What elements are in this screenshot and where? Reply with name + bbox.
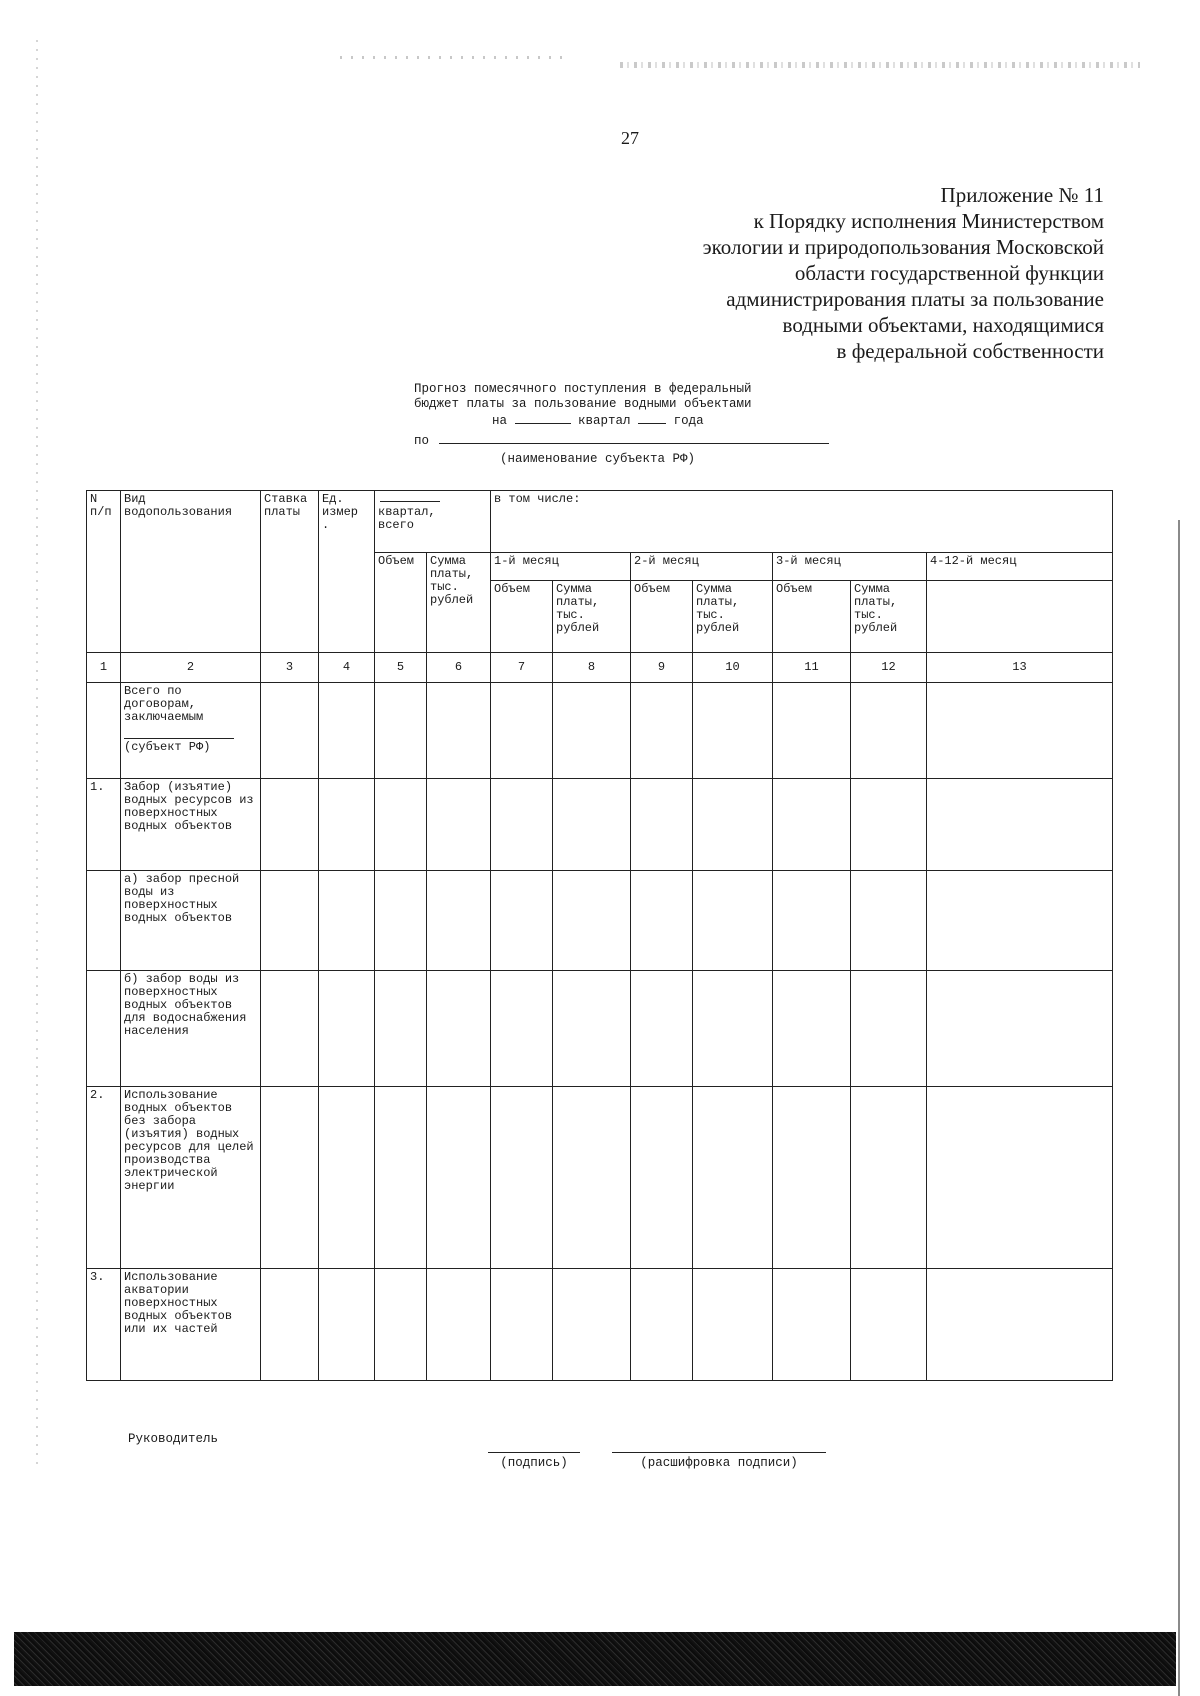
- scan-artifact-bottom-band: [14, 1632, 1176, 1686]
- header-kind: Вид водопользования: [121, 491, 261, 653]
- data-cell[interactable]: [553, 1087, 631, 1269]
- table-row: [87, 971, 1113, 1087]
- data-cell[interactable]: [927, 779, 1113, 871]
- header-month-3-volume: Объем: [773, 581, 851, 653]
- header-num: N п/п: [87, 491, 121, 653]
- data-cell[interactable]: [851, 871, 927, 971]
- data-cell[interactable]: [773, 1269, 851, 1381]
- column-number: 5: [375, 653, 427, 683]
- data-cell[interactable]: [427, 871, 491, 971]
- row-kind: б) забор воды из поверхностных водных объектов для водоснабжения населения: [121, 971, 261, 1087]
- data-cell[interactable]: [319, 871, 375, 971]
- signature-decoding-line: [612, 1452, 826, 1453]
- header-months-4-12: 4-12-й месяц: [927, 553, 1113, 581]
- table-row: [87, 683, 1113, 779]
- header-month-2: 2-й месяц: [631, 553, 773, 581]
- data-cell[interactable]: [693, 871, 773, 971]
- data-cell[interactable]: [631, 1087, 693, 1269]
- data-cell[interactable]: [773, 1087, 851, 1269]
- header-sum: Сумма платы, тыс. рублей: [427, 553, 491, 653]
- table-row: [87, 779, 1113, 871]
- form-period-line: [492, 412, 844, 429]
- header-including: в том числе:: [491, 491, 1113, 553]
- header-quarter-total-label: квартал, всего: [378, 505, 436, 532]
- data-cell[interactable]: [927, 871, 1113, 971]
- data-cell[interactable]: [851, 1269, 927, 1381]
- column-number: 1: [87, 653, 121, 683]
- appendix-line: в федеральной собственности: [836, 339, 1104, 363]
- data-cell[interactable]: [553, 971, 631, 1087]
- data-cell[interactable]: [553, 683, 631, 779]
- form-title-line: Прогноз помесячного поступления в федеральный: [414, 382, 752, 396]
- scan-artifact-top-left: [340, 56, 570, 59]
- forecast-table: [86, 490, 1113, 1381]
- data-cell[interactable]: [375, 1087, 427, 1269]
- row-num: [87, 683, 121, 779]
- data-cell[interactable]: [693, 1087, 773, 1269]
- data-cell[interactable]: [261, 971, 319, 1087]
- data-cell[interactable]: [261, 1269, 319, 1381]
- data-cell[interactable]: [319, 971, 375, 1087]
- header-months-4-12-empty: [927, 581, 1113, 653]
- po-label: по: [414, 434, 430, 448]
- data-cell[interactable]: [491, 1269, 553, 1381]
- data-cell[interactable]: [427, 971, 491, 1087]
- form-title-line: бюджет платы за пользование водными объектами: [414, 397, 752, 411]
- table-row: [87, 1269, 1113, 1381]
- scan-artifact-left-edge: [36, 40, 38, 1470]
- data-cell[interactable]: [261, 871, 319, 971]
- appendix-line: водными объектами, находящимися: [782, 313, 1104, 337]
- data-cell[interactable]: [491, 971, 553, 1087]
- scan-artifact-right-edge: [1178, 520, 1180, 1696]
- year-label: года: [673, 414, 704, 428]
- column-number: 6: [427, 653, 491, 683]
- appendix-line: к Порядку исполнения Министерством: [753, 209, 1104, 233]
- row-kind-subtext: (субъект РФ): [124, 740, 211, 754]
- column-number: 8: [553, 653, 631, 683]
- on-label: на: [492, 414, 508, 428]
- row-num: [87, 971, 121, 1087]
- data-cell[interactable]: [319, 779, 375, 871]
- data-cell[interactable]: [851, 1087, 927, 1269]
- row-num: 2.: [87, 1087, 121, 1269]
- year-blank: [638, 412, 666, 424]
- subject-blank: [439, 432, 829, 444]
- row-kind: Использование водных объектов без забора (изъятия) водных ресурсов для целей производства электрической энергии: [121, 1087, 261, 1269]
- data-cell[interactable]: [773, 971, 851, 1087]
- appendix-line: администрирования платы за пользование: [726, 287, 1104, 311]
- column-number: 7: [491, 653, 553, 683]
- data-cell[interactable]: [773, 871, 851, 971]
- data-cell[interactable]: [553, 871, 631, 971]
- row-kind: а) забор пресной воды из поверхностных водных объектов: [121, 871, 261, 971]
- data-cell[interactable]: [491, 683, 553, 779]
- quarter-blank: [515, 412, 571, 424]
- data-cell[interactable]: [693, 1269, 773, 1381]
- header-month-3: 3-й месяц: [773, 553, 927, 581]
- data-cell[interactable]: [319, 1087, 375, 1269]
- data-cell[interactable]: [851, 971, 927, 1087]
- data-cell[interactable]: [375, 971, 427, 1087]
- row-kind-text: Всего по договорам, заключаемым: [124, 684, 204, 724]
- header-month-1: 1-й месяц: [491, 553, 631, 581]
- data-cell[interactable]: [427, 683, 491, 779]
- subject-caption: (наименование субъекта РФ): [500, 452, 696, 466]
- header-month-1-volume: Объем: [491, 581, 553, 653]
- data-cell[interactable]: [927, 1087, 1113, 1269]
- data-cell[interactable]: [427, 779, 491, 871]
- data-cell[interactable]: [927, 1269, 1113, 1381]
- row-kind: Использование акватории поверхностных водных объектов или их частей: [121, 1269, 261, 1381]
- data-cell[interactable]: [375, 1269, 427, 1381]
- data-cell[interactable]: [773, 683, 851, 779]
- data-cell[interactable]: [927, 683, 1113, 779]
- data-cell[interactable]: [427, 1087, 491, 1269]
- form-title: [414, 382, 844, 429]
- data-cell[interactable]: [631, 971, 693, 1087]
- data-cell[interactable]: [261, 779, 319, 871]
- data-cell[interactable]: [319, 683, 375, 779]
- subject-line: [414, 432, 834, 448]
- quarter-label: квартал: [578, 414, 631, 428]
- row-num: 1.: [87, 779, 121, 871]
- header-unit: Ед. измер .: [319, 491, 375, 653]
- data-cell[interactable]: [693, 971, 773, 1087]
- data-cell[interactable]: [693, 779, 773, 871]
- data-cell[interactable]: [375, 683, 427, 779]
- column-number: 11: [773, 653, 851, 683]
- header-month-2-volume: Объем: [631, 581, 693, 653]
- data-cell[interactable]: [491, 871, 553, 971]
- data-cell[interactable]: [693, 683, 773, 779]
- data-cell[interactable]: [631, 683, 693, 779]
- head-label: Руководитель: [128, 1432, 219, 1446]
- page-number: 27: [621, 128, 639, 148]
- header-rate: Ставка платы: [261, 491, 319, 653]
- data-cell[interactable]: [375, 871, 427, 971]
- header-month-1-sum: Сумма платы, тыс. рублей: [553, 581, 631, 653]
- signature-block: [488, 1452, 580, 1470]
- signature-decoding-caption: (расшифровка подписи): [640, 1456, 798, 1470]
- column-number: 12: [851, 653, 927, 683]
- data-cell[interactable]: [427, 1269, 491, 1381]
- data-cell[interactable]: [631, 779, 693, 871]
- data-cell[interactable]: [375, 779, 427, 871]
- header-month-3-sum: Сумма платы, тыс. рублей: [851, 581, 927, 653]
- table-row: [87, 1087, 1113, 1269]
- data-cell[interactable]: [553, 779, 631, 871]
- data-cell[interactable]: [553, 1269, 631, 1381]
- data-cell[interactable]: [319, 1269, 375, 1381]
- column-number: 10: [693, 653, 773, 683]
- scan-artifact-top: [620, 62, 1140, 68]
- row-kind: Забор (изъятие) водных ресурсов из поверхностных водных объектов: [121, 779, 261, 871]
- data-cell[interactable]: [773, 779, 851, 871]
- row-kind: [121, 683, 261, 779]
- row-num: 3.: [87, 1269, 121, 1381]
- column-number: 3: [261, 653, 319, 683]
- data-cell[interactable]: [261, 1087, 319, 1269]
- appendix-line: Приложение № 11: [940, 183, 1104, 207]
- data-cell[interactable]: [851, 779, 927, 871]
- column-number: 2: [121, 653, 261, 683]
- data-cell[interactable]: [491, 1087, 553, 1269]
- appendix-line: области государственной функции: [794, 261, 1104, 285]
- signature-caption: (подпись): [500, 1456, 568, 1470]
- data-cell[interactable]: [851, 683, 927, 779]
- table-row: [87, 871, 1113, 971]
- signature-line: [488, 1452, 580, 1453]
- data-cell[interactable]: [927, 971, 1113, 1087]
- column-number: 4: [319, 653, 375, 683]
- row-num: [87, 871, 121, 971]
- data-cell[interactable]: [631, 1269, 693, 1381]
- column-number: 9: [631, 653, 693, 683]
- header-quarter-total: [375, 491, 491, 553]
- header-month-2-sum: Сумма платы, тыс. рублей: [693, 581, 773, 653]
- data-cell[interactable]: [631, 871, 693, 971]
- subject-blank: [124, 738, 234, 739]
- column-number: 13: [927, 653, 1113, 683]
- header-volume: Объем: [375, 553, 427, 653]
- signature-decoding-block: [612, 1452, 826, 1470]
- data-cell[interactable]: [261, 683, 319, 779]
- appendix-heading: [560, 182, 1104, 364]
- column-number-row: [87, 653, 1113, 683]
- data-cell[interactable]: [491, 779, 553, 871]
- appendix-line: экологии и природопользования Московской: [702, 235, 1104, 259]
- quarter-blank: [380, 497, 440, 502]
